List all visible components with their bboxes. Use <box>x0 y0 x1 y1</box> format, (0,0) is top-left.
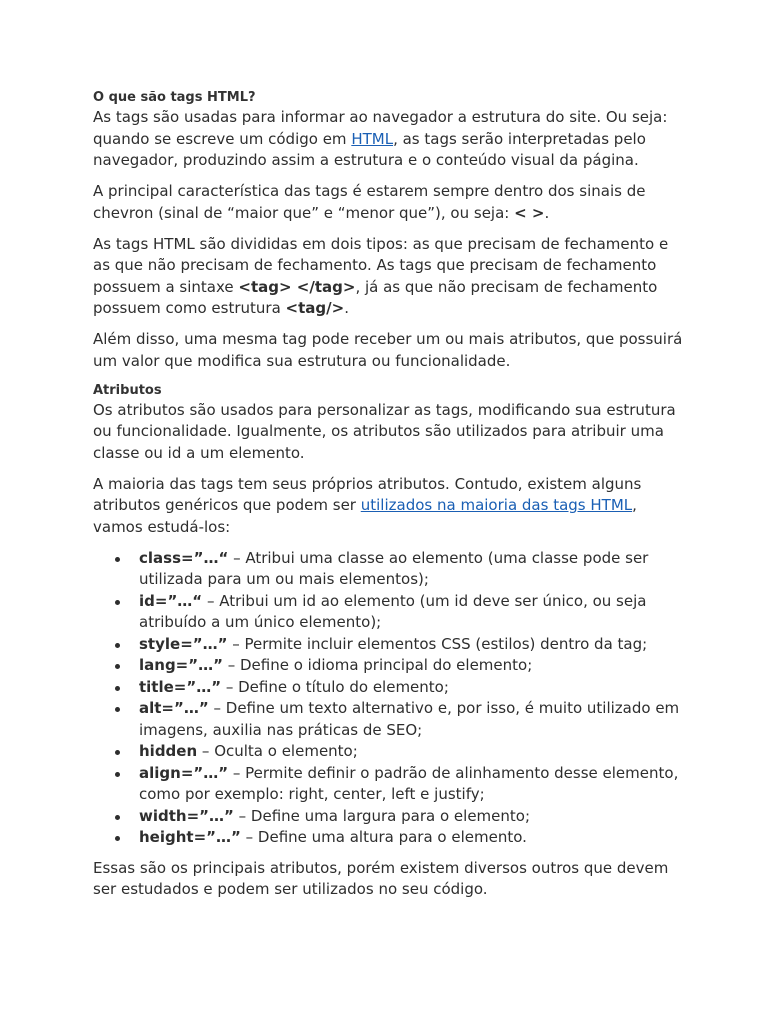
attribute-name: width=”…” <box>139 806 234 825</box>
attribute-description: – Define o idioma principal do elemento; <box>222 656 533 674</box>
attribute-description: – Define um texto alternativo e, por isso, é muito utilizado em imagens, auxilia nas práticas de SEO; <box>139 699 680 739</box>
attribute-description: – Define uma altura para o elemento. <box>240 828 527 846</box>
list-item <box>139 548 683 591</box>
self-closing-tag-syntax: <tag/> <box>285 299 345 317</box>
paragraph-conclusion: Essas são os principais atributos, porém existem diversos outros que devem ser estudados e podem ser utilizados no seu código. <box>93 858 669 898</box>
text: A principal característica das tags é estarem sempre dentro dos sinais de chevron (sinal de “maior que” e “menor que”), ou seja: <box>93 182 646 222</box>
text: As tags HTML são divididas em dois tipos: as que precisam de fechamento e as que não precisam de fechamento. As tags que precisam de fechamento possuem a sintaxe <box>93 234 669 296</box>
list-item <box>139 741 683 763</box>
attributes-list <box>93 548 683 849</box>
attribute-description: – Permite definir o padrão de alinhamento desse elemento, como por exemplo: right, center, left e justify; <box>139 763 679 803</box>
text: , as tags serão interpretadas pelo navegador, produzindo assim a estrutura e o conteúdo visual da página. <box>93 129 646 169</box>
list-item <box>139 655 683 677</box>
attribute-description: – Atribui um id ao elemento (um id deve ser único, ou seja atribuído a um único elemento); <box>139 591 647 631</box>
attribute-name: class=”…“ <box>139 548 229 567</box>
paragraph-intro <box>93 107 683 172</box>
list-item <box>139 634 683 656</box>
attribute-name: lang=”…” <box>139 656 223 674</box>
attribute-name: hidden <box>139 742 198 760</box>
list-item <box>139 698 683 741</box>
paragraph-attributes-purpose: Os atributos são usados para personalizar as tags, modificando sua estrutura ou funcionalidade. Igualmente, os atributos são utilizados para atribuir uma classe ou id a um elemento. <box>93 400 676 462</box>
attribute-description: – Permite incluir elementos CSS (estilos) dentro da tag; <box>227 634 648 653</box>
attribute-name: title=”…” <box>139 677 222 696</box>
list-item <box>139 591 683 634</box>
attribute-name: id=”…“ <box>139 591 203 610</box>
document-page <box>93 89 683 910</box>
text: , vamos estudá-los: <box>93 496 637 536</box>
attribute-name: align=”…” <box>139 763 229 782</box>
text: . <box>344 299 349 317</box>
paragraph-generic-attributes <box>93 474 683 539</box>
list-item <box>139 677 683 699</box>
paragraph-tag-types <box>93 234 683 320</box>
list-item <box>139 763 683 806</box>
text: A maioria das tags tem seus próprios atributos. Contudo, existem alguns atributos genéricos que podem ser <box>93 474 642 514</box>
text: As tags são usadas para informar ao navegador a estrutura do site. Ou seja: quando se escreve um código em <box>93 108 668 148</box>
list-item <box>139 806 683 828</box>
attribute-description: – Define uma largura para o elemento; <box>233 806 531 825</box>
section-heading-tags: O que são tags HTML? <box>93 90 256 105</box>
closing-tag-syntax: <tag> </tag> <box>238 277 356 296</box>
attribute-description: – Atribui uma classe ao elemento (uma classe pode ser utilizada para um ou mais elementos); <box>139 548 649 588</box>
attribute-name: style=”…” <box>139 634 228 653</box>
generic-attributes-link[interactable]: utilizados na maioria das tags HTML <box>360 496 633 514</box>
attribute-name: alt=”…” <box>139 699 209 717</box>
attribute-name: height=”…” <box>139 828 241 846</box>
text: . <box>544 203 550 222</box>
paragraph-attributes-intro: Além disso, uma mesma tag pode receber um ou mais atributos, que possuirá um valor que modifica sua estrutura ou funcionalidade. <box>93 330 683 370</box>
section-heading-atributos: Atributos <box>93 382 162 398</box>
html-link[interactable]: HTML <box>351 129 394 148</box>
text: , já as que não precisam de fechamento possuem como estrutura <box>93 277 658 317</box>
paragraph-chevron <box>93 181 683 224</box>
list-item <box>139 827 683 849</box>
attribute-description: – Oculta o elemento; <box>197 742 358 760</box>
attribute-description: – Define o título do elemento; <box>221 677 449 696</box>
chevron-symbols: < > <box>514 203 545 222</box>
